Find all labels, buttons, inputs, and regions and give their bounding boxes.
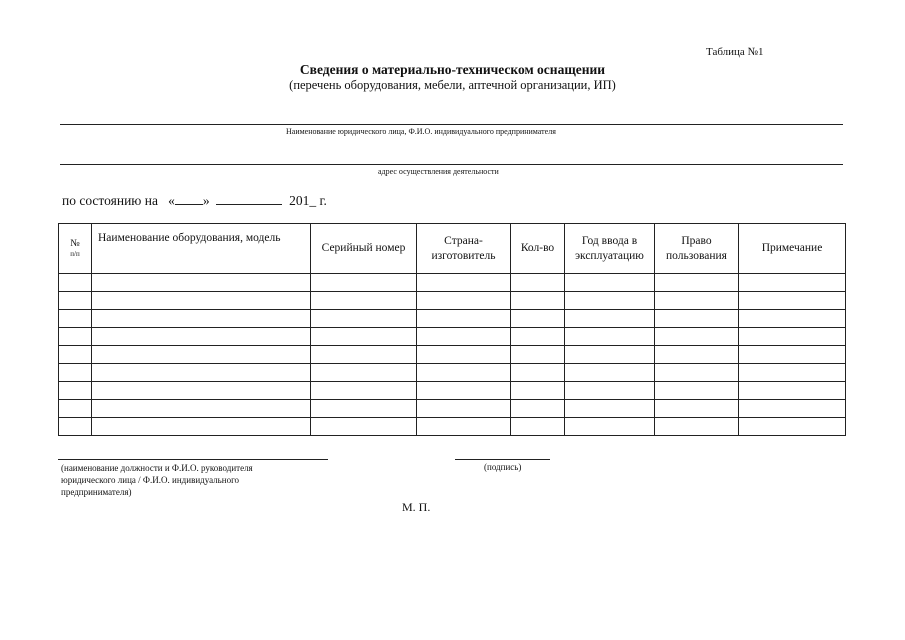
header-note: Примечание (739, 224, 846, 274)
table-cell[interactable] (92, 364, 311, 382)
table-cell[interactable] (59, 364, 92, 382)
table-cell[interactable] (565, 346, 655, 364)
date-close-quote: » (202, 193, 210, 208)
table-cell[interactable] (739, 364, 846, 382)
table-cell[interactable] (311, 292, 417, 310)
table-cell[interactable] (417, 274, 511, 292)
table-cell[interactable] (311, 328, 417, 346)
table-cell[interactable] (311, 346, 417, 364)
signature-caption: (подпись) (484, 462, 522, 472)
table-cell[interactable] (565, 418, 655, 436)
table-cell[interactable] (655, 364, 739, 382)
table-cell[interactable] (59, 382, 92, 400)
table-cell[interactable] (311, 364, 417, 382)
table-cell[interactable] (417, 292, 511, 310)
table-cell[interactable] (511, 364, 565, 382)
header-serial: Серийный номер (311, 224, 417, 274)
table-row (59, 364, 846, 382)
table-cell[interactable] (59, 274, 92, 292)
table-cell[interactable] (511, 382, 565, 400)
table-cell[interactable] (655, 328, 739, 346)
table-row (59, 346, 846, 364)
table-cell[interactable] (739, 310, 846, 328)
table-cell[interactable] (417, 418, 511, 436)
document-title: Сведения о материально-техническом оснащении (299, 62, 606, 77)
header-num-top: № (70, 238, 80, 250)
table-cell[interactable] (417, 400, 511, 418)
table-cell[interactable] (655, 292, 739, 310)
position-signature-line (58, 459, 328, 460)
table-cell[interactable] (739, 346, 846, 364)
table-cell[interactable] (511, 328, 565, 346)
table-cell[interactable] (511, 292, 565, 310)
table-cell[interactable] (417, 328, 511, 346)
table-row (59, 328, 846, 346)
header-name: Наименование оборудования, модель (92, 224, 311, 274)
table-cell[interactable] (417, 310, 511, 328)
date-year: 201_ (289, 193, 317, 208)
table-cell[interactable] (59, 292, 92, 310)
table-cell[interactable] (739, 292, 846, 310)
table-cell[interactable] (311, 382, 417, 400)
table-cell[interactable] (511, 418, 565, 436)
table-cell[interactable] (565, 310, 655, 328)
month-blank (216, 192, 282, 205)
header-num (59, 224, 92, 274)
table-cell[interactable] (565, 364, 655, 382)
header-qty: Кол-во (511, 224, 565, 274)
table-header-row (59, 224, 846, 274)
table-cell[interactable] (565, 400, 655, 418)
table-cell[interactable] (565, 274, 655, 292)
signature-line (455, 459, 550, 460)
table-cell[interactable] (311, 310, 417, 328)
header-num-bottom: п/п (70, 250, 80, 259)
stamp-mark: М. П. (402, 500, 431, 514)
table-cell[interactable] (59, 400, 92, 418)
table-cell[interactable] (511, 346, 565, 364)
document-subtitle: (перечень оборудования, мебели, аптечной организации, ИП) (289, 78, 616, 92)
table-body (59, 274, 846, 436)
date-row (62, 192, 327, 209)
header-right: Право пользования (655, 224, 739, 274)
table-row (59, 292, 846, 310)
table-cell[interactable] (92, 274, 311, 292)
table-cell[interactable] (655, 310, 739, 328)
address-line (60, 164, 843, 165)
table-cell[interactable] (59, 310, 92, 328)
table-cell[interactable] (655, 400, 739, 418)
table-row (59, 400, 846, 418)
header-country: Страна-изготовитель (417, 224, 511, 274)
table-cell[interactable] (739, 382, 846, 400)
table-cell[interactable] (92, 400, 311, 418)
table-cell[interactable] (417, 364, 511, 382)
table-cell[interactable] (511, 310, 565, 328)
table-cell[interactable] (311, 274, 417, 292)
address-caption: адрес осуществления деятельности (378, 167, 499, 176)
table-cell[interactable] (655, 382, 739, 400)
table-row (59, 310, 846, 328)
table-cell[interactable] (59, 346, 92, 364)
table-cell[interactable] (565, 292, 655, 310)
table-cell[interactable] (92, 310, 311, 328)
entity-name-line (60, 124, 843, 125)
table-cell[interactable] (739, 328, 846, 346)
table-cell[interactable] (59, 328, 92, 346)
table-cell[interactable] (739, 400, 846, 418)
position-caption: (наименование должности и Ф.И.О. руководителя юридического лица / Ф.И.О. индивидуального предпринимателя) (61, 463, 253, 497)
table-cell[interactable] (92, 328, 311, 346)
date-open-quote: « (168, 193, 175, 208)
date-suffix: г. (319, 193, 327, 208)
equipment-table (58, 223, 846, 436)
table-cell[interactable] (417, 346, 511, 364)
table-cell[interactable] (311, 400, 417, 418)
table-cell[interactable] (59, 418, 92, 436)
table-cell[interactable] (565, 382, 655, 400)
date-prefix: по состоянию на (62, 193, 158, 208)
entity-name-caption: Наименование юридического лица, Ф.И.О. индивидуального предпринимателя (286, 127, 556, 136)
day-blank (175, 192, 203, 205)
table-cell[interactable] (511, 400, 565, 418)
table-row (59, 274, 846, 292)
table-cell[interactable] (739, 274, 846, 292)
table-cell[interactable] (311, 418, 417, 436)
table-cell[interactable] (655, 346, 739, 364)
table-cell[interactable] (655, 274, 739, 292)
table-row (59, 418, 846, 436)
table-cell[interactable] (511, 274, 565, 292)
table-cell[interactable] (92, 292, 311, 310)
table-cell[interactable] (565, 328, 655, 346)
table-cell[interactable] (417, 382, 511, 400)
table-cell[interactable] (655, 418, 739, 436)
table-row (59, 382, 846, 400)
table-cell[interactable] (92, 382, 311, 400)
table-cell[interactable] (92, 418, 311, 436)
table-number: Таблица №1 (706, 46, 764, 58)
table-cell[interactable] (739, 418, 846, 436)
table-cell[interactable] (92, 346, 311, 364)
header-year: Год ввода в эксплуатацию (565, 224, 655, 274)
